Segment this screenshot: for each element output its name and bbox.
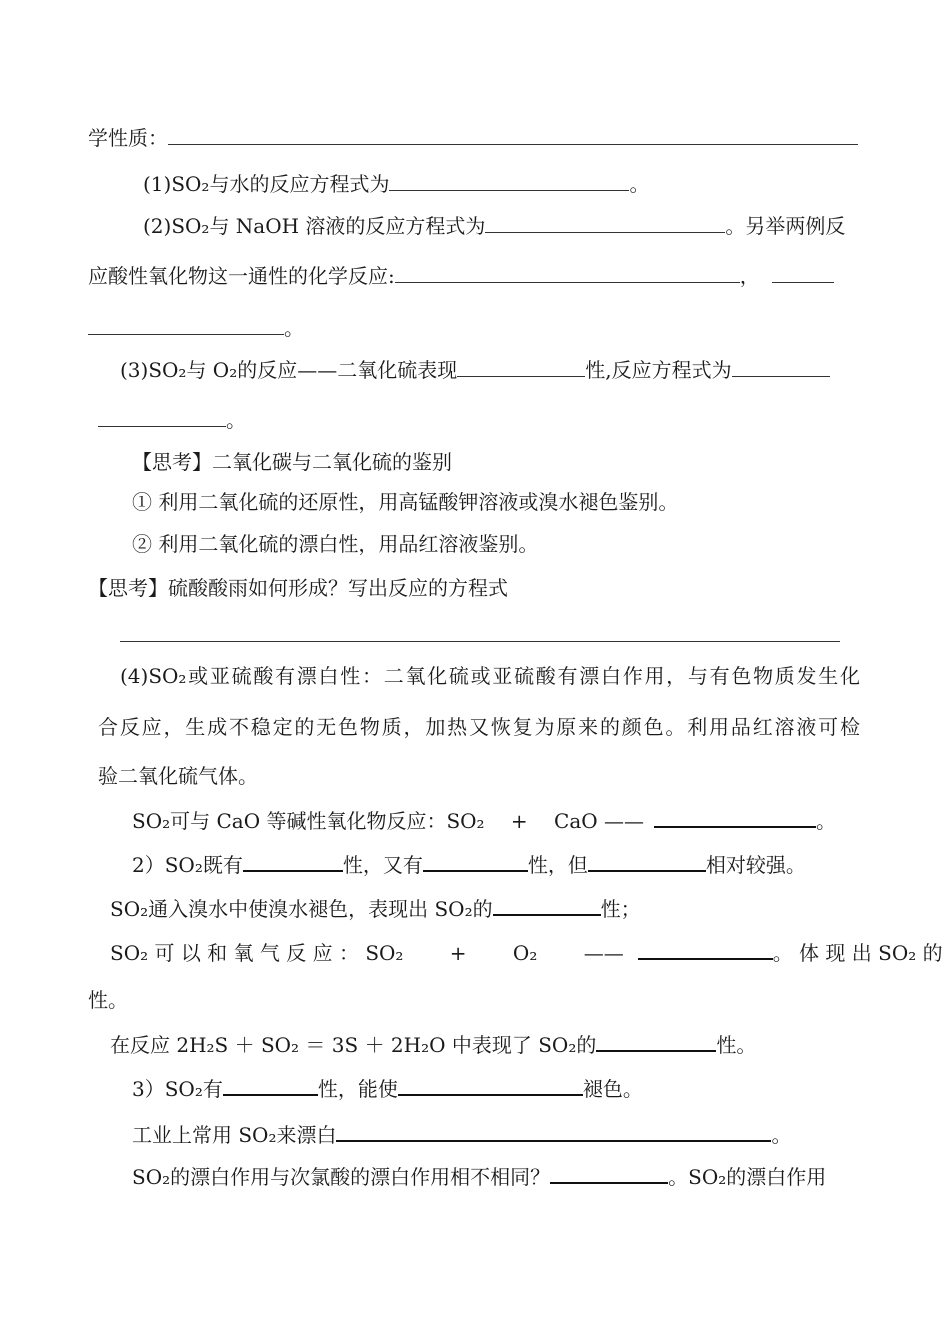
answer-blank[interactable]: [550, 1162, 668, 1184]
line-h2s-reaction: [110, 1030, 756, 1058]
question-text: 性。: [88, 988, 128, 1012]
question-so2-water: (1)SO₂与水的反应方程式为: [143, 172, 390, 196]
line-so2-o2: [120, 356, 830, 384]
question-text: SO₂通入溴水中使溴水褪色，表现出 SO₂的: [110, 897, 493, 921]
answer-blank[interactable]: [389, 170, 629, 191]
method-reducing: [132, 488, 678, 516]
punctuation: 。: [816, 809, 837, 833]
punctuation: 。: [284, 316, 304, 340]
paragraph-bleaching-line1: [120, 662, 860, 690]
answer-blank[interactable]: [398, 1074, 583, 1096]
answer-blank[interactable]: [423, 850, 528, 872]
line-equation-blank: [98, 406, 246, 434]
question-text: 性，能使: [317, 1077, 398, 1101]
question-so2-o2: (3)SO₂与 O₂的反应——二氧化硫表现: [120, 358, 458, 382]
line-so2-naoh: [143, 212, 845, 240]
line-property-end: [88, 986, 128, 1014]
answer-line-acid-rain[interactable]: [120, 641, 840, 642]
line-so2-cao: [132, 806, 836, 834]
question-text: 性。: [716, 1033, 757, 1057]
answer-blank[interactable]: [243, 850, 343, 872]
line-continuation-blank: [88, 314, 304, 342]
answer-blank[interactable]: [168, 124, 858, 145]
question-so2-cao: SO₂可与 CaO 等碱性氧化物反应：SO₂ + CaO ——: [132, 809, 645, 833]
line-bromine-water: [110, 894, 641, 922]
question-text: 2）SO₂既有: [132, 853, 243, 877]
line-redox-properties: [132, 850, 806, 878]
question-text: 在反应 2H₂S ＋ SO₂ ＝ 3S ＋ 2H₂O 中表现了 SO₂的: [110, 1033, 597, 1057]
answer-blank[interactable]: [223, 1074, 318, 1096]
think-text: 【思考】硫酸酸雨如何形成？写出反应的方程式: [88, 576, 508, 600]
question-text: 。SO₂的漂白作用: [668, 1165, 827, 1189]
line-compare-hclo: [132, 1162, 826, 1190]
line-chem-properties: [88, 124, 858, 152]
punctuation: 。: [771, 1123, 792, 1147]
answer-blank[interactable]: [732, 356, 830, 377]
method-bleaching: [132, 530, 538, 558]
paragraph-text: 合反应，生成不稳定的无色物质，加热又恢复为原来的颜色。利用品红溶液可检: [98, 715, 860, 739]
paragraph-bleaching-line2: [98, 713, 860, 741]
question-text: SO₂的漂白作用与次氯酸的漂白作用相不相同？: [132, 1165, 551, 1189]
question-text: 。 体 现 出 SO₂ 的: [772, 941, 943, 965]
think-heading-acid-rain: [88, 574, 508, 602]
question-text: 3）SO₂有: [132, 1077, 223, 1101]
answer-blank[interactable]: [88, 314, 284, 335]
paragraph-bleaching-line3: [98, 762, 258, 790]
method-text: ② 利用二氧化硫的漂白性，用品红溶液鉴别。: [132, 532, 539, 556]
answer-blank[interactable]: [596, 1030, 716, 1052]
answer-blank[interactable]: [772, 262, 834, 283]
line-so2-water: [143, 170, 649, 198]
text-acidic-oxide: 应酸性氧化物这一通性的化学反应:: [88, 264, 395, 288]
question-text: SO₂ 可 以 和 氧 气 反 应 ： SO₂ + O₂ ——: [110, 941, 624, 965]
answer-blank[interactable]: [588, 850, 706, 872]
text-continuation: 。另举两例反: [725, 214, 846, 238]
line-so2-oxygen: [110, 938, 943, 966]
line-acidic-oxide: [88, 262, 834, 290]
question-text: 相对较强。: [705, 853, 806, 877]
question-text: 性；: [600, 897, 641, 921]
question-text: 工业上常用 SO₂来漂白: [132, 1123, 337, 1147]
answer-blank[interactable]: [493, 894, 601, 916]
answer-blank[interactable]: [654, 806, 816, 828]
text-chem-properties: 学性质：: [88, 126, 168, 150]
line-bleaching-ability: [132, 1074, 643, 1102]
question-so2-naoh: (2)SO₂与 NaOH 溶液的反应方程式为: [143, 214, 486, 238]
paragraph-text: 验二氧化硫气体。: [98, 764, 258, 788]
line-industrial-bleaching: [132, 1120, 791, 1148]
question-text: 褪色。: [582, 1077, 643, 1101]
punctuation: ，: [739, 264, 760, 288]
think-text: 【思考】二氧化碳与二氧化硫的鉴别: [132, 450, 452, 474]
answer-blank[interactable]: [457, 356, 585, 377]
think-heading-co2-so2: [132, 448, 452, 476]
paragraph-text: (4)SO₂或亚硫酸有漂白性：二氧化硫或亚硫酸有漂白作用，与有色物质发生化: [120, 664, 860, 688]
method-text: ① 利用二氧化硫的还原性，用高锰酸钾溶液或溴水褪色鉴别。: [132, 490, 679, 514]
answer-blank[interactable]: [395, 262, 740, 283]
punctuation: 。: [629, 172, 650, 196]
punctuation: 。: [226, 408, 246, 432]
answer-blank[interactable]: [98, 406, 226, 427]
answer-blank[interactable]: [638, 938, 773, 960]
question-text: 性，又有: [342, 853, 423, 877]
answer-blank[interactable]: [336, 1120, 771, 1142]
answer-blank[interactable]: [485, 212, 725, 233]
text-equation-prompt: 性,反应方程式为: [585, 358, 732, 382]
question-text: 性，但: [527, 853, 588, 877]
